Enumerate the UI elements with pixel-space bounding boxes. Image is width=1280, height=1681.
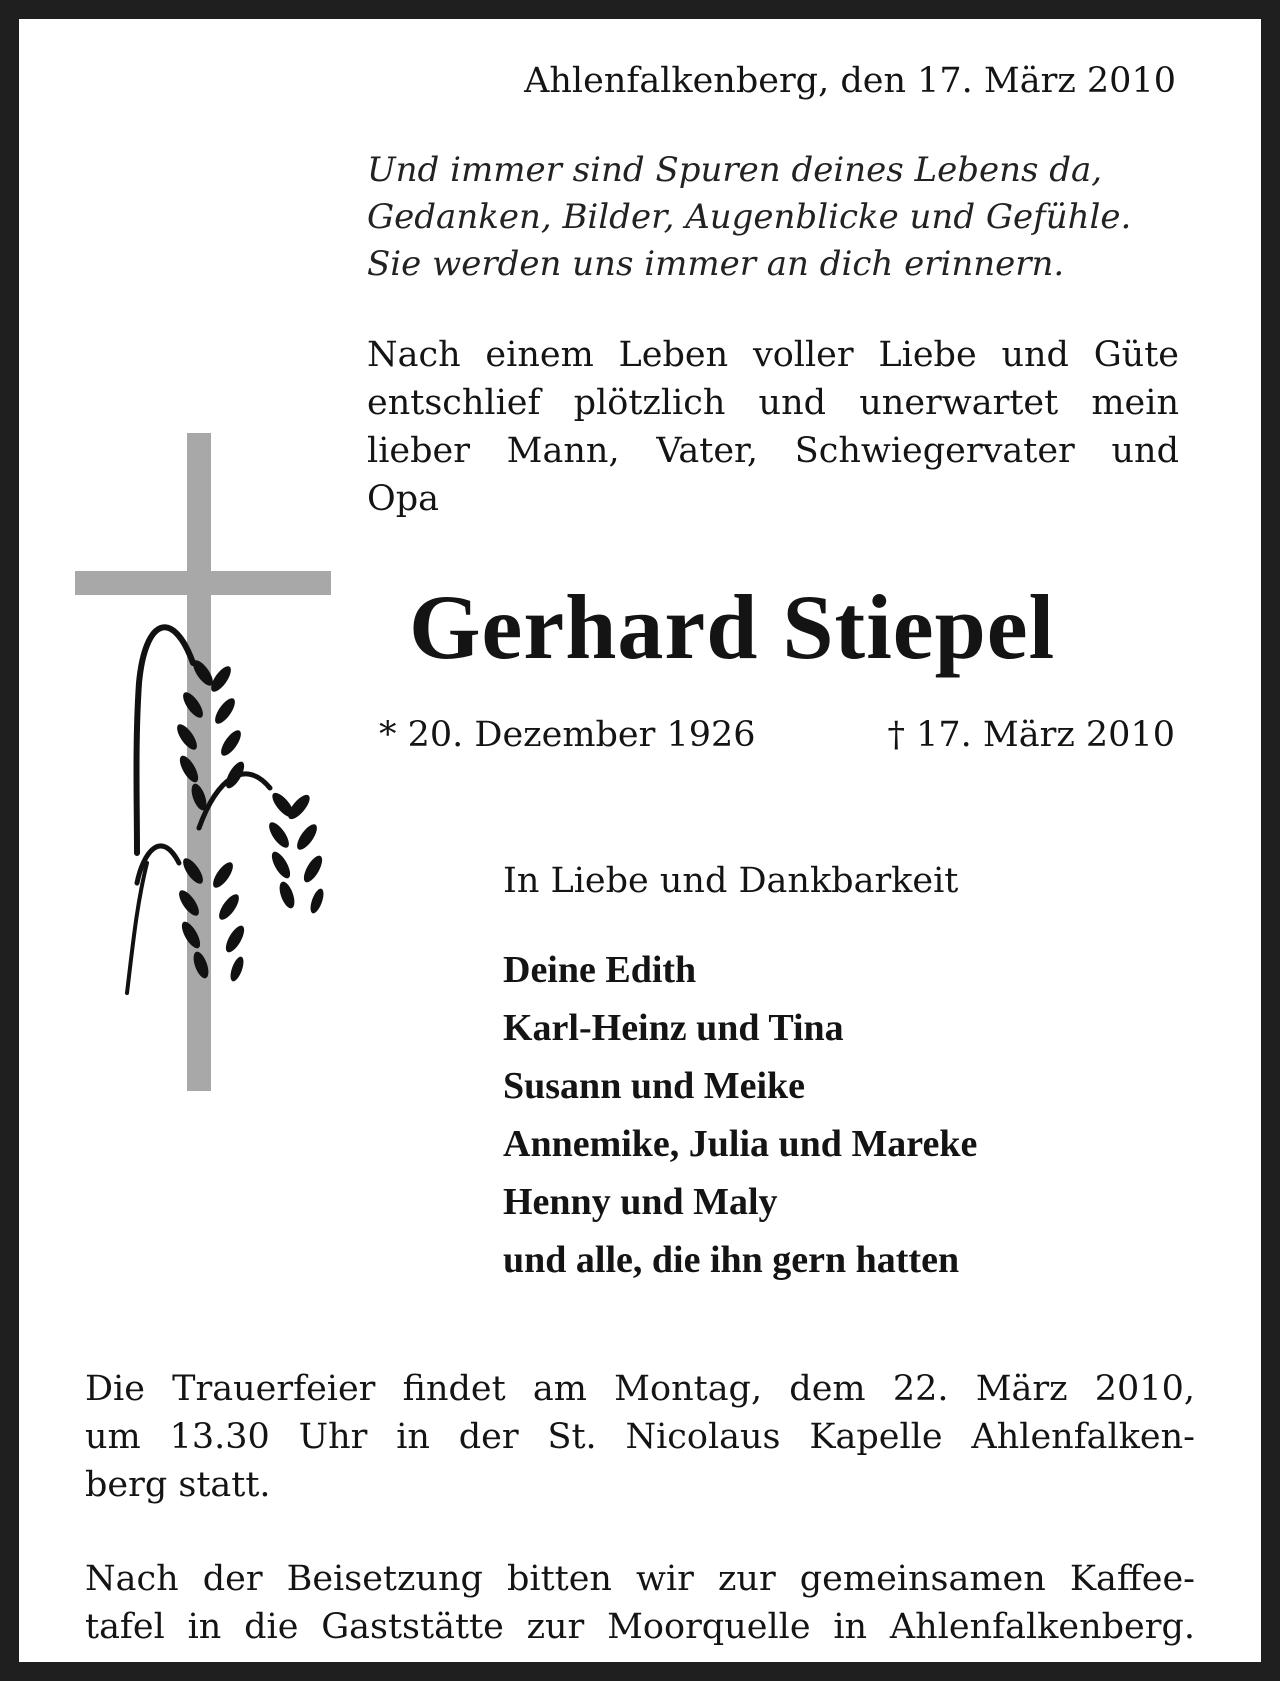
- cross-with-wheat-icon: [75, 433, 365, 1093]
- intro-line: Nach einem Leben voller Liebe und Güte: [367, 335, 1179, 375]
- mourners-list: [503, 941, 977, 1289]
- poem-line: Und immer sind Spuren deines Lebens da,: [367, 150, 1103, 190]
- cross-horizontal-beam: [75, 571, 331, 595]
- reception-line: tafel in die Gaststätte zur Moorquelle in Ahlenfalkenberg.: [85, 1607, 1195, 1647]
- memorial-poem: [367, 147, 1187, 288]
- mourner-name: Annemike, Julia und Mareke: [503, 1123, 978, 1165]
- mourners-intro: In Liebe und Dankbarkeit: [503, 861, 959, 901]
- obituary-notice: [19, 19, 1261, 1662]
- mourner-name: Susann und Meike: [503, 1065, 806, 1107]
- funeral-service-text: [85, 1365, 1195, 1509]
- mourner-name: und alle, die ihn gern hatten: [503, 1239, 960, 1281]
- funeral-line: Die Trauerfeier findet am Montag, dem 22. März 2010,: [85, 1369, 1195, 1409]
- reception-line: Nach der Beisetzung bitten wir zur gemeinsamen Kaffee-: [85, 1559, 1195, 1599]
- intro-line: entschlief plötzlich und unerwartet mein: [367, 383, 1179, 423]
- funeral-line: um 13.30 Uhr in der St. Nicolaus Kapelle Ahlenfalken-: [85, 1417, 1195, 1457]
- deceased-name: Gerhard Stiepel: [409, 576, 1056, 678]
- place-date: Ahlenfalkenberg, den 17. März 2010: [524, 61, 1176, 101]
- funeral-line: berg statt.: [85, 1465, 271, 1505]
- mourner-name: Henny und Maly: [503, 1181, 778, 1223]
- poem-line: Sie werden uns immer an dich erinnern.: [367, 244, 1065, 284]
- poem-line: Gedanken, Bilder, Augenblicke und Gefühle.: [367, 197, 1132, 237]
- intro-line: lieber Mann, Vater, Schwiegervater und: [367, 431, 1179, 471]
- intro-line: Opa: [367, 479, 439, 519]
- mourner-name: Deine Edith: [503, 949, 697, 991]
- death-date: † 17. März 2010: [887, 715, 1175, 755]
- reception-text: [85, 1555, 1195, 1651]
- mourner-name: Karl-Heinz und Tina: [503, 1007, 844, 1049]
- birth-date: * 20. Dezember 1926: [379, 715, 756, 755]
- intro-text: [367, 331, 1179, 523]
